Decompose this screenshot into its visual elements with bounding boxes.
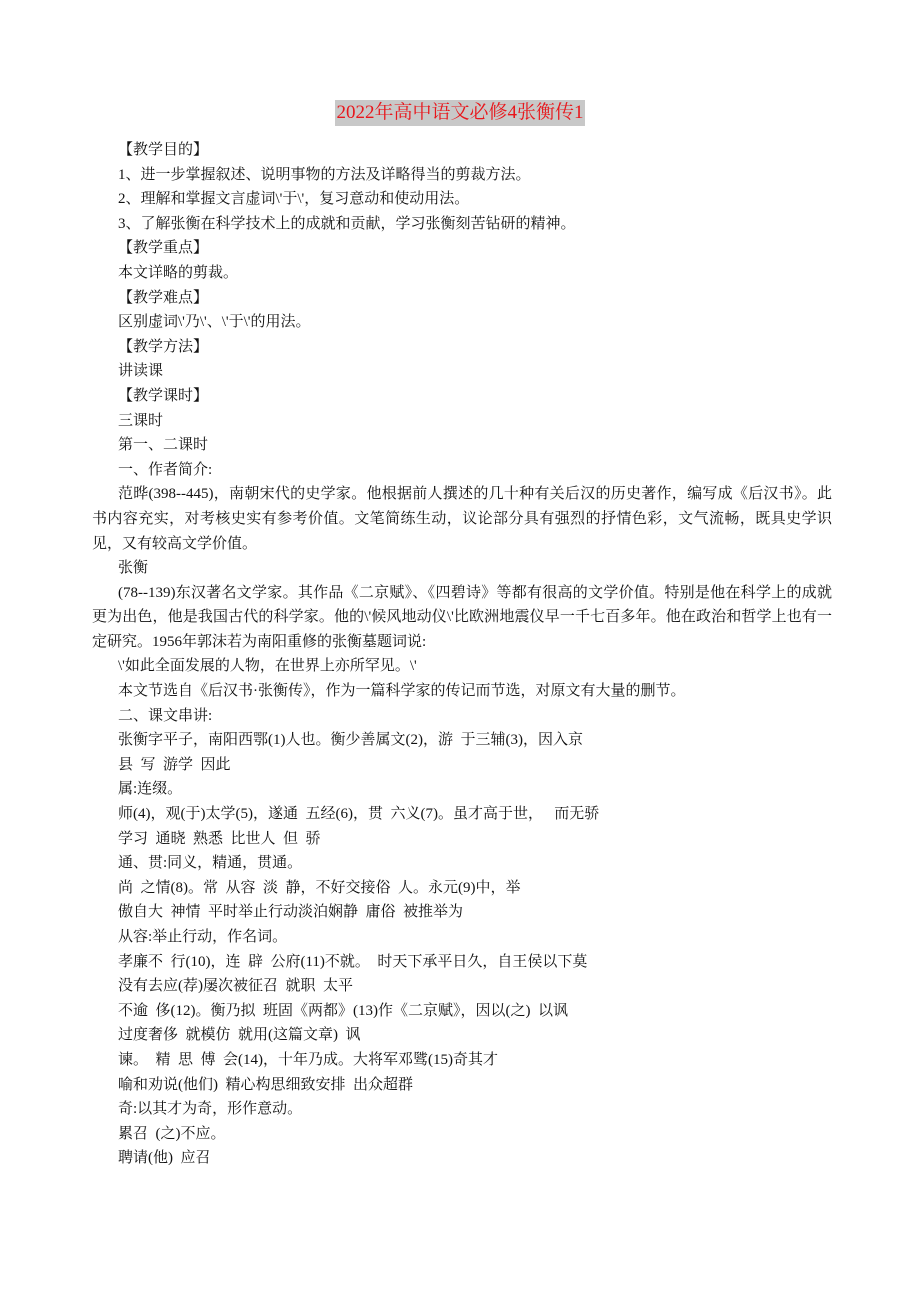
paragraph: 学习 通晓 熟悉 比世人 但 骄 (118, 830, 321, 847)
paragraph: 不逾 侈(12)。衡乃拟 班固《两都》(13)作《二京赋》，因以(之) 以讽 (118, 1002, 568, 1019)
paragraph: 没有去应(荐)屡次被征召 就职 太平 (118, 978, 353, 995)
paragraph: 【教学课时】 (118, 387, 209, 404)
paragraph: 师(4)，观(于)太学(5)，遂通 五经(6)，贯 六义(7)。虽才高于世， 而无骄 (118, 806, 600, 823)
paragraph: 一、作者简介: (118, 461, 213, 478)
paragraph: 本文节选自《后汉书·张衡传》，作为一篇科学家的传记而节选，对原文有大量的删节。 (118, 683, 686, 700)
document-title: 2022年高中语文必修4张衡传1 (335, 100, 584, 126)
paragraph: 累召 (之)不应。 (118, 1125, 226, 1142)
paragraph: 喻和劝说(他们) 精心构思细致安排 出众超群 (118, 1076, 413, 1093)
paragraph: 孝廉不 行(10)，连 辟 公府(11)不就。 时天下承平日久，自王侯以下莫 (118, 953, 588, 970)
paragraph: 张衡 (118, 560, 149, 577)
paragraph: 讲读课 (118, 363, 164, 380)
paragraph: 区别虚词\'乃\'、\'于\'的用法。 (118, 314, 311, 331)
paragraph: 过度奢侈 就模仿 就用(这篇文章) 讽 (118, 1027, 361, 1044)
paragraph: 2、理解和掌握文言虚词\'于\'，复习意动和使动用法。 (118, 191, 470, 208)
paragraph: 三课时 (118, 412, 164, 429)
paragraph: 【教学目的】 (118, 142, 209, 158)
paragraph: 尚 之情(8)。常 从容 淡 静，不好交接俗 人。永元(9)中，举 (118, 879, 521, 896)
paragraph: 【教学重点】 (118, 240, 209, 257)
paragraph: 聘请(他) 应召 (118, 1150, 211, 1167)
paragraph: 第一、二课时 (118, 437, 209, 454)
paragraph: 范晔(398--445)，南朝宋代的史学家。他根据前人撰述的几十种有关后汉的历史著作，编写成《后汉书》。此书内容充实，对考核史实有参考价值。文笔简练生动，议论部分具有强烈的抒情色彩，文气流畅，既具史学识见，又有较高文学价值。 (92, 486, 832, 552)
paragraph: 奇:以其才为奇，形作意动。 (118, 1101, 303, 1118)
paragraph: \'如此全面发展的人物，在世界上亦所罕见。\' (118, 658, 417, 675)
paragraph: 属:连缀。 (118, 781, 183, 798)
document-body (92, 138, 832, 1171)
paragraph: (78--139)东汉著名文学家。其作品《二京赋》、《四碧诗》等都有很高的文学价值。特别是他在科学上的成就更为出色，他是我国古代的科学家。他的\'候风地动仪\'比欧洲地震仪早一千七百多年。他在政治和哲学上也有一定研究。1956年郭沫若为南阳重修的张衡墓题词说: (92, 584, 832, 650)
paragraph: 【教学方法】 (118, 338, 209, 355)
paragraph: 3、了解张衡在科学技术上的成就和贡献，学习张衡刻苦钻研的精神。 (118, 215, 576, 232)
paragraph: 二、课文串讲: (118, 707, 213, 724)
paragraph: 本文详略的剪裁。 (118, 264, 239, 281)
paragraph: 通、贯:同义，精通，贯通。 (118, 855, 303, 872)
paragraph: 从容:举止行动，作名词。 (118, 929, 288, 945)
paragraph: 【教学难点】 (118, 289, 209, 306)
paragraph: 1、进一步掌握叙述、说明事物的方法及详略得当的剪裁方法。 (118, 166, 531, 183)
paragraph: 谏。 精 思 傅 会(14)，十年乃成。大将军邓骘(15)奇其才 (118, 1051, 498, 1068)
paragraph: 县 写 游学 因此 (118, 756, 231, 773)
paragraph: 傲自大 神情 平时举止行动淡泊娴静 庸俗 被推举为 (118, 904, 464, 921)
paragraph: 张衡字平子，南阳西鄂(1)人也。衡少善属文(2)，游 于三辅(3)，因入京 (118, 732, 583, 749)
title-container (0, 100, 920, 126)
